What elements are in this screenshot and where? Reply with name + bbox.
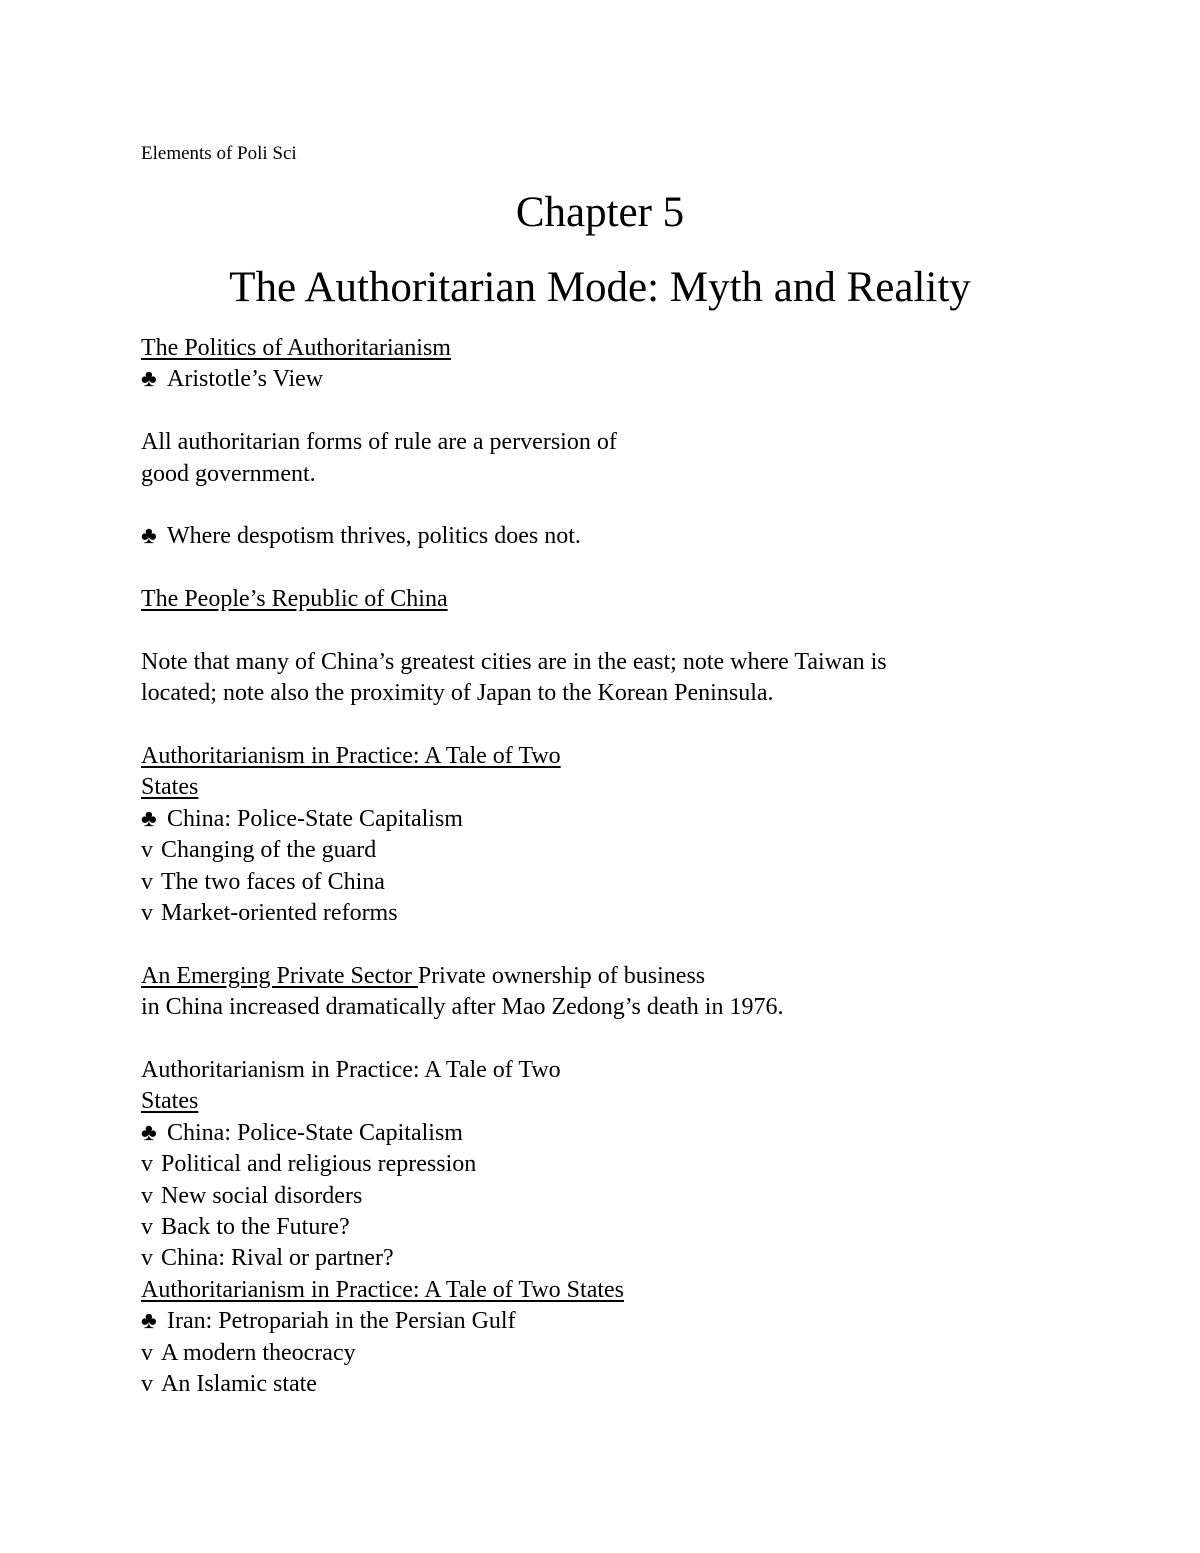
bullet-text: Where despotism thrives, politics does not. xyxy=(167,523,581,550)
section-heading-practice-2-cont xyxy=(141,1086,1141,1117)
bullet-text: Iran: Petropariah in the Persian Gulf xyxy=(167,1308,516,1335)
section-heading-practice-cont xyxy=(141,772,1141,803)
section-heading-iran xyxy=(141,1275,1141,1306)
check-bullet-icon: v xyxy=(141,900,153,927)
sub-item-text: A modern theocracy xyxy=(161,1339,356,1366)
bullet-item xyxy=(141,364,1141,395)
paragraph-line: located; note also the proximity of Japan to the Korean Peninsula. xyxy=(141,680,774,707)
check-bullet-icon: v xyxy=(141,1151,153,1178)
bullet-text: China: Police-State Capitalism xyxy=(167,1119,463,1146)
section-heading-practice-2 xyxy=(141,1055,1141,1086)
bullet-text: China: Police-State Capitalism xyxy=(167,805,463,832)
check-bullet-icon: v xyxy=(141,1370,153,1397)
spacer xyxy=(141,710,1141,741)
spacer xyxy=(141,396,1141,427)
spacer xyxy=(141,490,1141,521)
paragraph-line: good government. xyxy=(141,460,316,487)
spacer xyxy=(141,929,1141,960)
bullet-item xyxy=(141,1306,1141,1337)
club-bullet-icon: ♣ xyxy=(141,523,157,550)
sub-item xyxy=(141,1212,1141,1243)
sub-item-text: Changing of the guard xyxy=(161,837,377,864)
section-heading-text: The People’s Republic of China xyxy=(141,586,448,613)
sub-item-text: An Islamic state xyxy=(161,1370,317,1397)
paragraph-line: in China increased dramatically after Mao Zedong’s death in 1976. xyxy=(141,994,784,1021)
sub-item xyxy=(141,1181,1141,1212)
section-heading-private-sector xyxy=(141,961,1141,992)
section-heading-practice xyxy=(141,741,1141,772)
sub-item xyxy=(141,835,1141,866)
bullet-item xyxy=(141,521,1141,552)
check-bullet-icon: v xyxy=(141,1339,153,1366)
check-bullet-icon: v xyxy=(141,1245,153,1272)
section-heading-text: Authoritarianism in Practice: A Tale of Two xyxy=(141,743,561,770)
chapter-title: The Authoritarian Mode: Myth and Reality xyxy=(229,264,971,311)
sub-item xyxy=(141,898,1141,929)
section-heading-text: States xyxy=(141,774,199,801)
club-bullet-icon: ♣ xyxy=(141,366,157,393)
section-heading-text: The Politics of Authoritarianism xyxy=(141,335,451,361)
section-heading-text: Authoritarianism in Practice: A Tale of Two xyxy=(141,1056,561,1083)
section-heading-text: States xyxy=(141,1088,199,1115)
spacer xyxy=(141,1024,1141,1055)
sub-item-text: Back to the Future? xyxy=(161,1213,350,1240)
course-header: Elements of Poli Sci xyxy=(141,143,297,164)
sub-item-text: China: Rival or partner? xyxy=(161,1245,394,1272)
inline-text: Private ownership of business xyxy=(417,962,706,989)
sub-item xyxy=(141,867,1141,898)
sub-item-text: The two faces of China xyxy=(161,868,385,895)
section-heading-china xyxy=(141,584,1141,615)
bullet-text: Aristotle’s View xyxy=(167,366,324,393)
bullet-item xyxy=(141,804,1141,835)
paragraph-line: Note that many of China’s greatest cities are in the east; note where Taiwan is xyxy=(141,648,887,675)
club-bullet-icon: ♣ xyxy=(141,805,157,832)
sub-item xyxy=(141,1243,1141,1274)
check-bullet-icon: v xyxy=(141,1182,153,1209)
club-bullet-icon: ♣ xyxy=(141,1119,157,1146)
spacer xyxy=(141,616,1141,647)
chapter-heading: Chapter 5 xyxy=(515,189,685,236)
sub-item xyxy=(141,1338,1141,1369)
sub-item xyxy=(141,1149,1141,1180)
check-bullet-icon: v xyxy=(141,868,153,895)
sub-item xyxy=(141,1369,1141,1400)
paragraph-line: All authoritarian forms of rule are a perversion of xyxy=(141,429,617,456)
document-body xyxy=(141,333,1141,1400)
club-bullet-icon: ♣ xyxy=(141,1308,157,1335)
sub-item-text: New social disorders xyxy=(161,1182,363,1209)
sub-item-text: Political and religious repression xyxy=(161,1151,477,1178)
check-bullet-icon: v xyxy=(141,837,153,864)
spacer xyxy=(141,553,1141,584)
section-heading-text: An Emerging Private Sector xyxy=(141,962,418,989)
bullet-item xyxy=(141,1118,1141,1149)
check-bullet-icon: v xyxy=(141,1213,153,1240)
section-heading-text: Authoritarianism in Practice: A Tale of Two States xyxy=(141,1276,624,1303)
sub-item-text: Market-oriented reforms xyxy=(161,900,398,927)
section-heading-politics xyxy=(141,333,1141,364)
